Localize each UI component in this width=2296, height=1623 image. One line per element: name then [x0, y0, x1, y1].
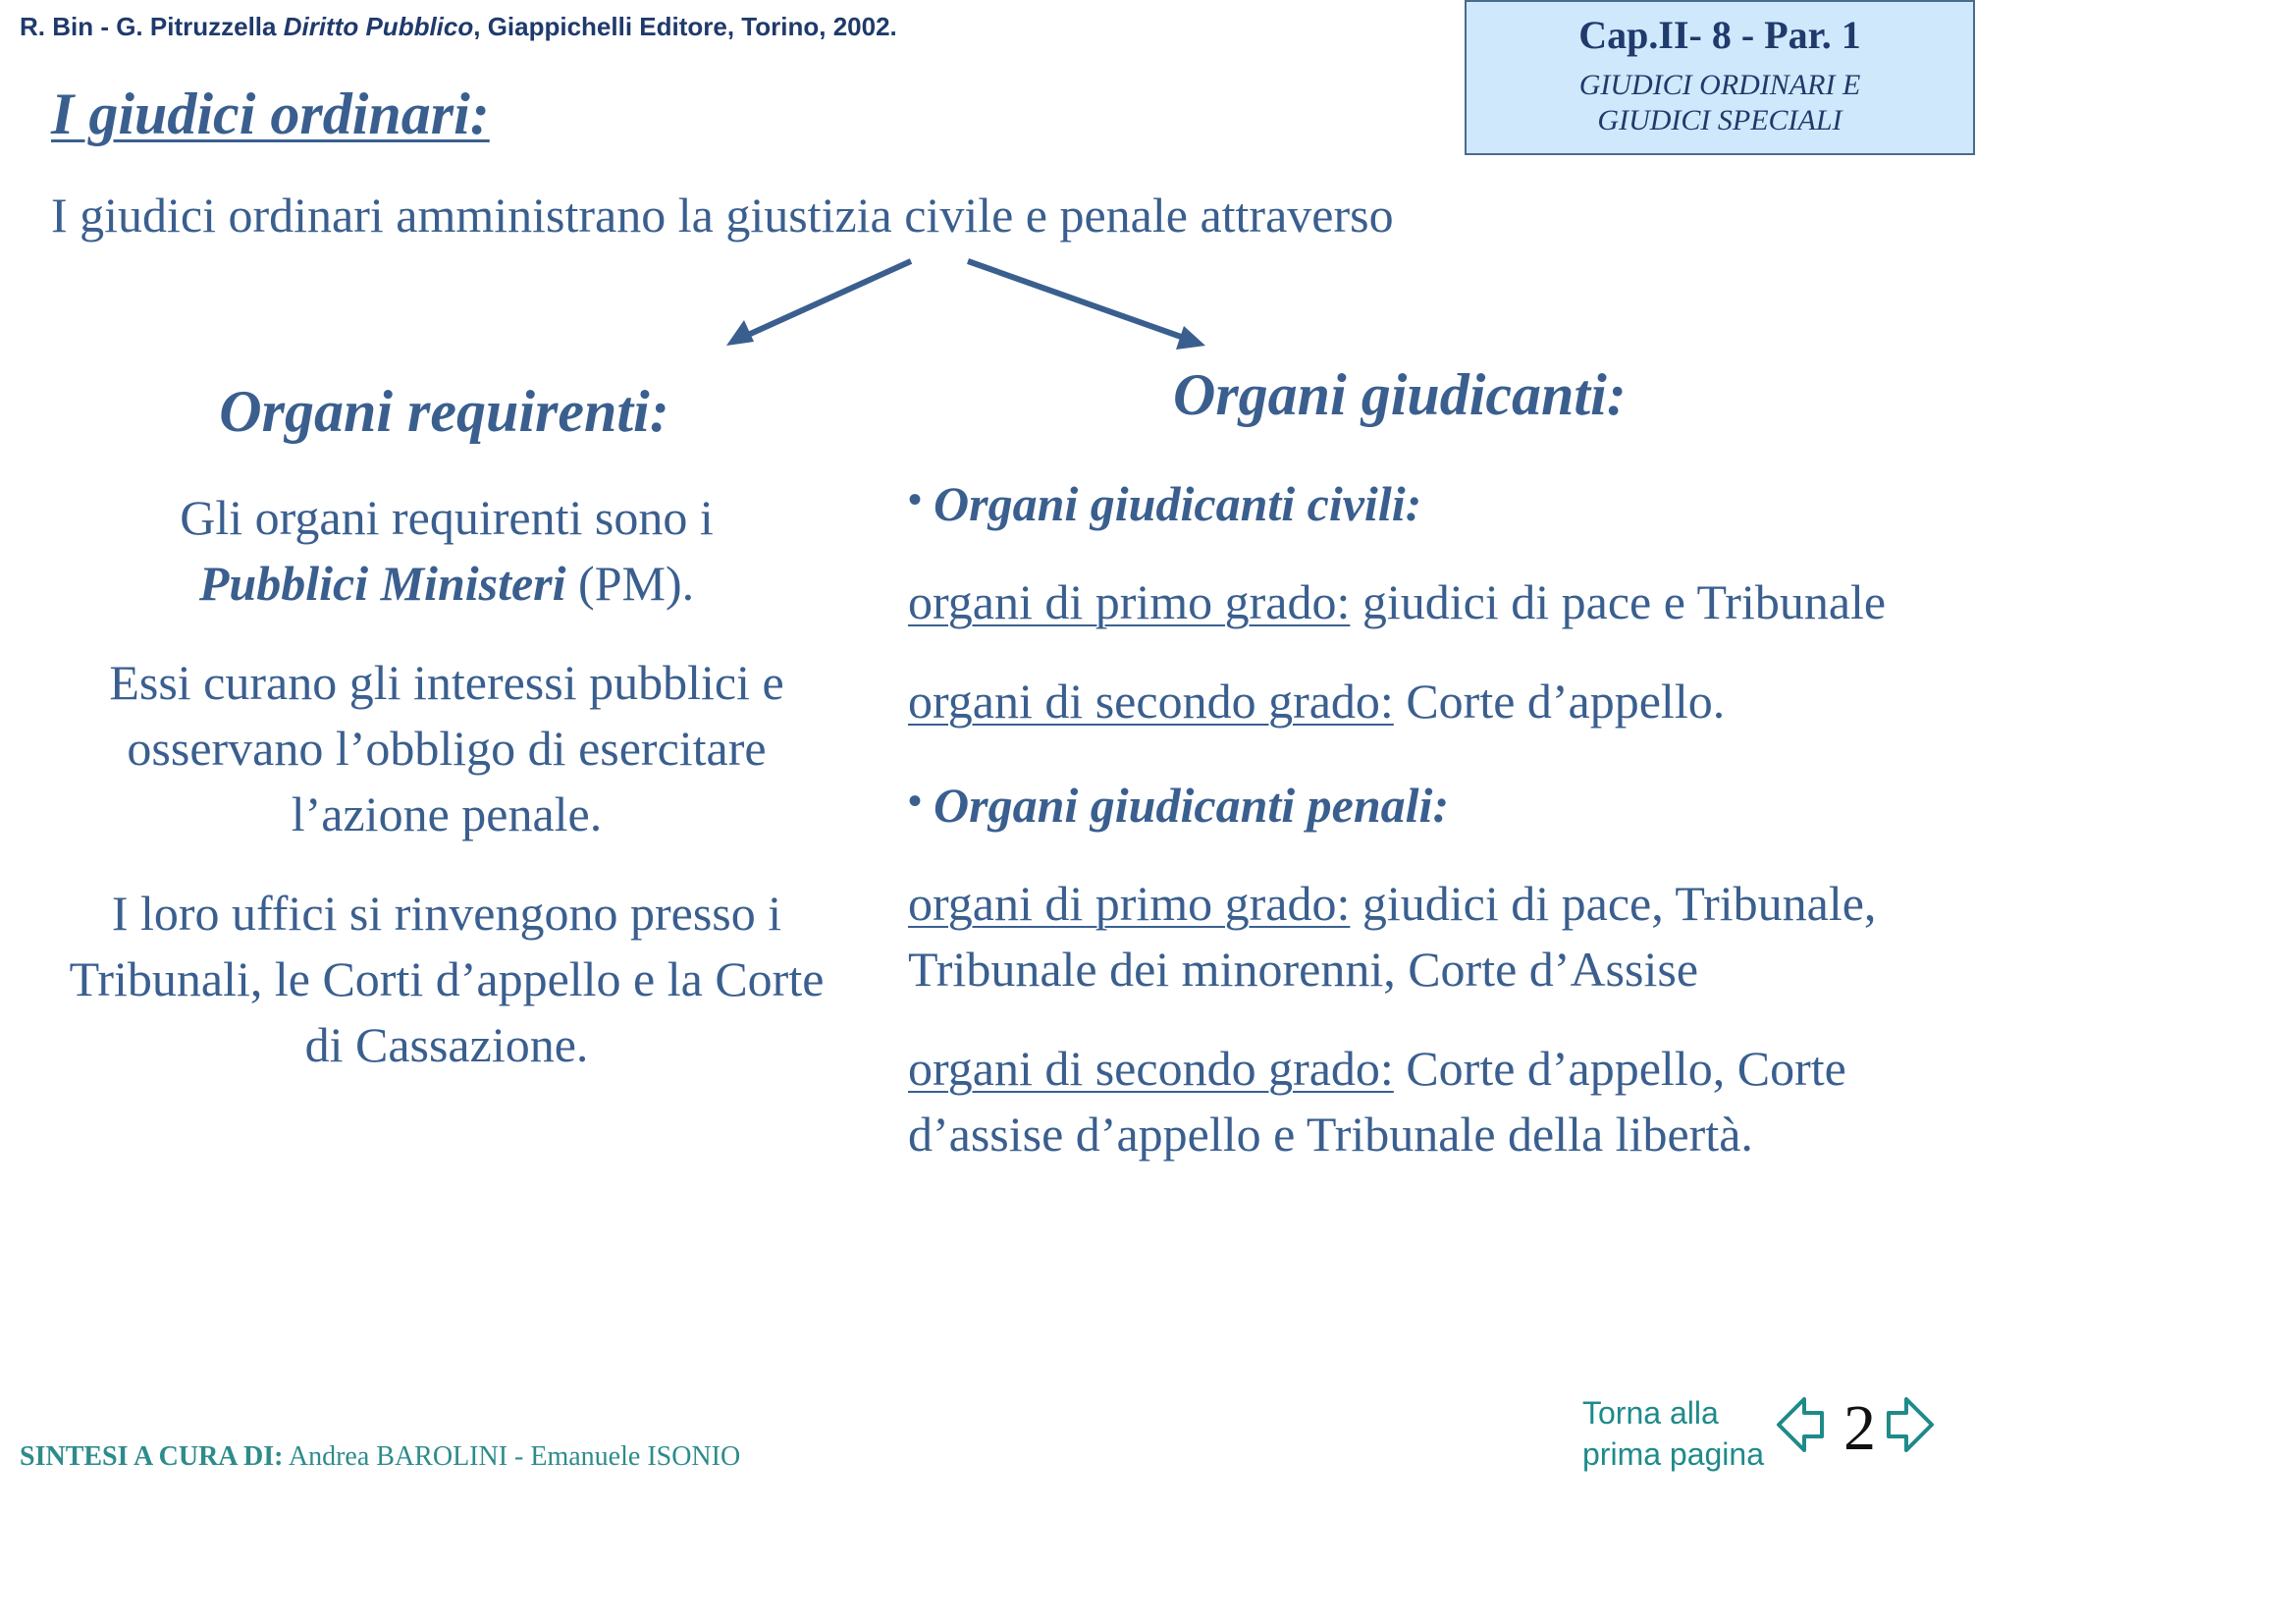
penal-first-label: organi di primo grado:	[908, 876, 1351, 931]
left-p1-text: Gli organi requirenti sono i	[180, 490, 714, 545]
civil-second-text: Corte d’appello.	[1393, 674, 1726, 729]
left-body	[59, 485, 834, 1111]
arrow-right-icon	[968, 261, 1205, 350]
penal-first-text: giudici di pace, Tribunale, Tribunale dei minorenni, Corte d’Assise	[908, 876, 1877, 997]
bullet-icon: •	[908, 477, 923, 521]
penal-heading-text: Organi giudicanti penali:	[934, 778, 1450, 833]
civil-heading-text: Organi giudicanti civili:	[934, 476, 1422, 531]
right-heading: Organi giudicanti:	[1173, 362, 1627, 427]
home-page-link[interactable]	[1582, 1392, 1764, 1475]
left-p1-tail: (PM).	[565, 556, 695, 611]
right-body	[908, 466, 1909, 1201]
credits-names: Andrea BAROLINI - Emanuele ISONIO	[283, 1441, 741, 1472]
chapter-label: Cap.II- 8 - Par. 1	[1578, 13, 1861, 57]
home-link-line1: Torna alla	[1582, 1395, 1719, 1431]
intro-text: I giudici ordinari amministrano la giustizia civile e penale attraverso	[51, 188, 1394, 243]
chapter-subtitle-line2: GIUDICI SPECIALI	[1597, 104, 1842, 136]
source-book-title: Diritto Pubblico	[283, 12, 474, 41]
civil-second-degree	[908, 669, 1909, 734]
civil-second-label: organi di secondo grado:	[908, 674, 1394, 729]
left-heading: Organi requirenti:	[219, 379, 669, 444]
penal-second-text: Corte d’appello, Corte d’assise d’appello e Tribunale della libertà.	[908, 1041, 1846, 1162]
bullet-icon: •	[908, 779, 923, 823]
credits-label: SINTESI A CURA DI:	[20, 1441, 284, 1472]
civil-heading	[908, 466, 1909, 537]
penal-second-degree	[908, 1036, 1909, 1167]
penal-first-degree	[908, 871, 1909, 1002]
page-title: I giudici ordinari:	[51, 81, 490, 146]
footer-credits	[20, 1441, 740, 1473]
left-paragraph-interests: Essi curano gli interessi pubblici e osservano l’obbligo di esercitare l’azione penale.	[109, 655, 784, 841]
left-paragraph-offices: I loro uffici si rinvengono presso i Tribunali, le Corti d’appello e la Corte di Cassazione.	[69, 886, 825, 1072]
left-p1-emphasis: Pubblici Ministeri	[198, 556, 566, 611]
arrow-left-icon	[726, 261, 911, 346]
source-authors: R. Bin - G. Pitruzzella	[20, 12, 284, 41]
right-arrow-outline-icon[interactable]	[1885, 1394, 1936, 1455]
source-publisher: , Giappichelli Editore, Torino, 2002.	[473, 12, 897, 41]
left-arrow-outline-icon[interactable]	[1775, 1394, 1826, 1455]
chapter-subtitle-line1: GIUDICI ORDINARI E	[1578, 69, 1861, 101]
civil-first-degree	[908, 569, 1909, 635]
civil-first-label: organi di primo grado:	[908, 574, 1351, 629]
penal-second-label: organi di secondo grado:	[908, 1041, 1394, 1096]
civil-first-text: giudici di pace e Tribunale	[1350, 574, 1887, 629]
home-link-line2: prima pagina	[1582, 1436, 1764, 1472]
left-paragraph-pm	[59, 485, 834, 617]
penal-heading	[908, 768, 1909, 839]
page-number: 2	[1843, 1392, 1876, 1464]
